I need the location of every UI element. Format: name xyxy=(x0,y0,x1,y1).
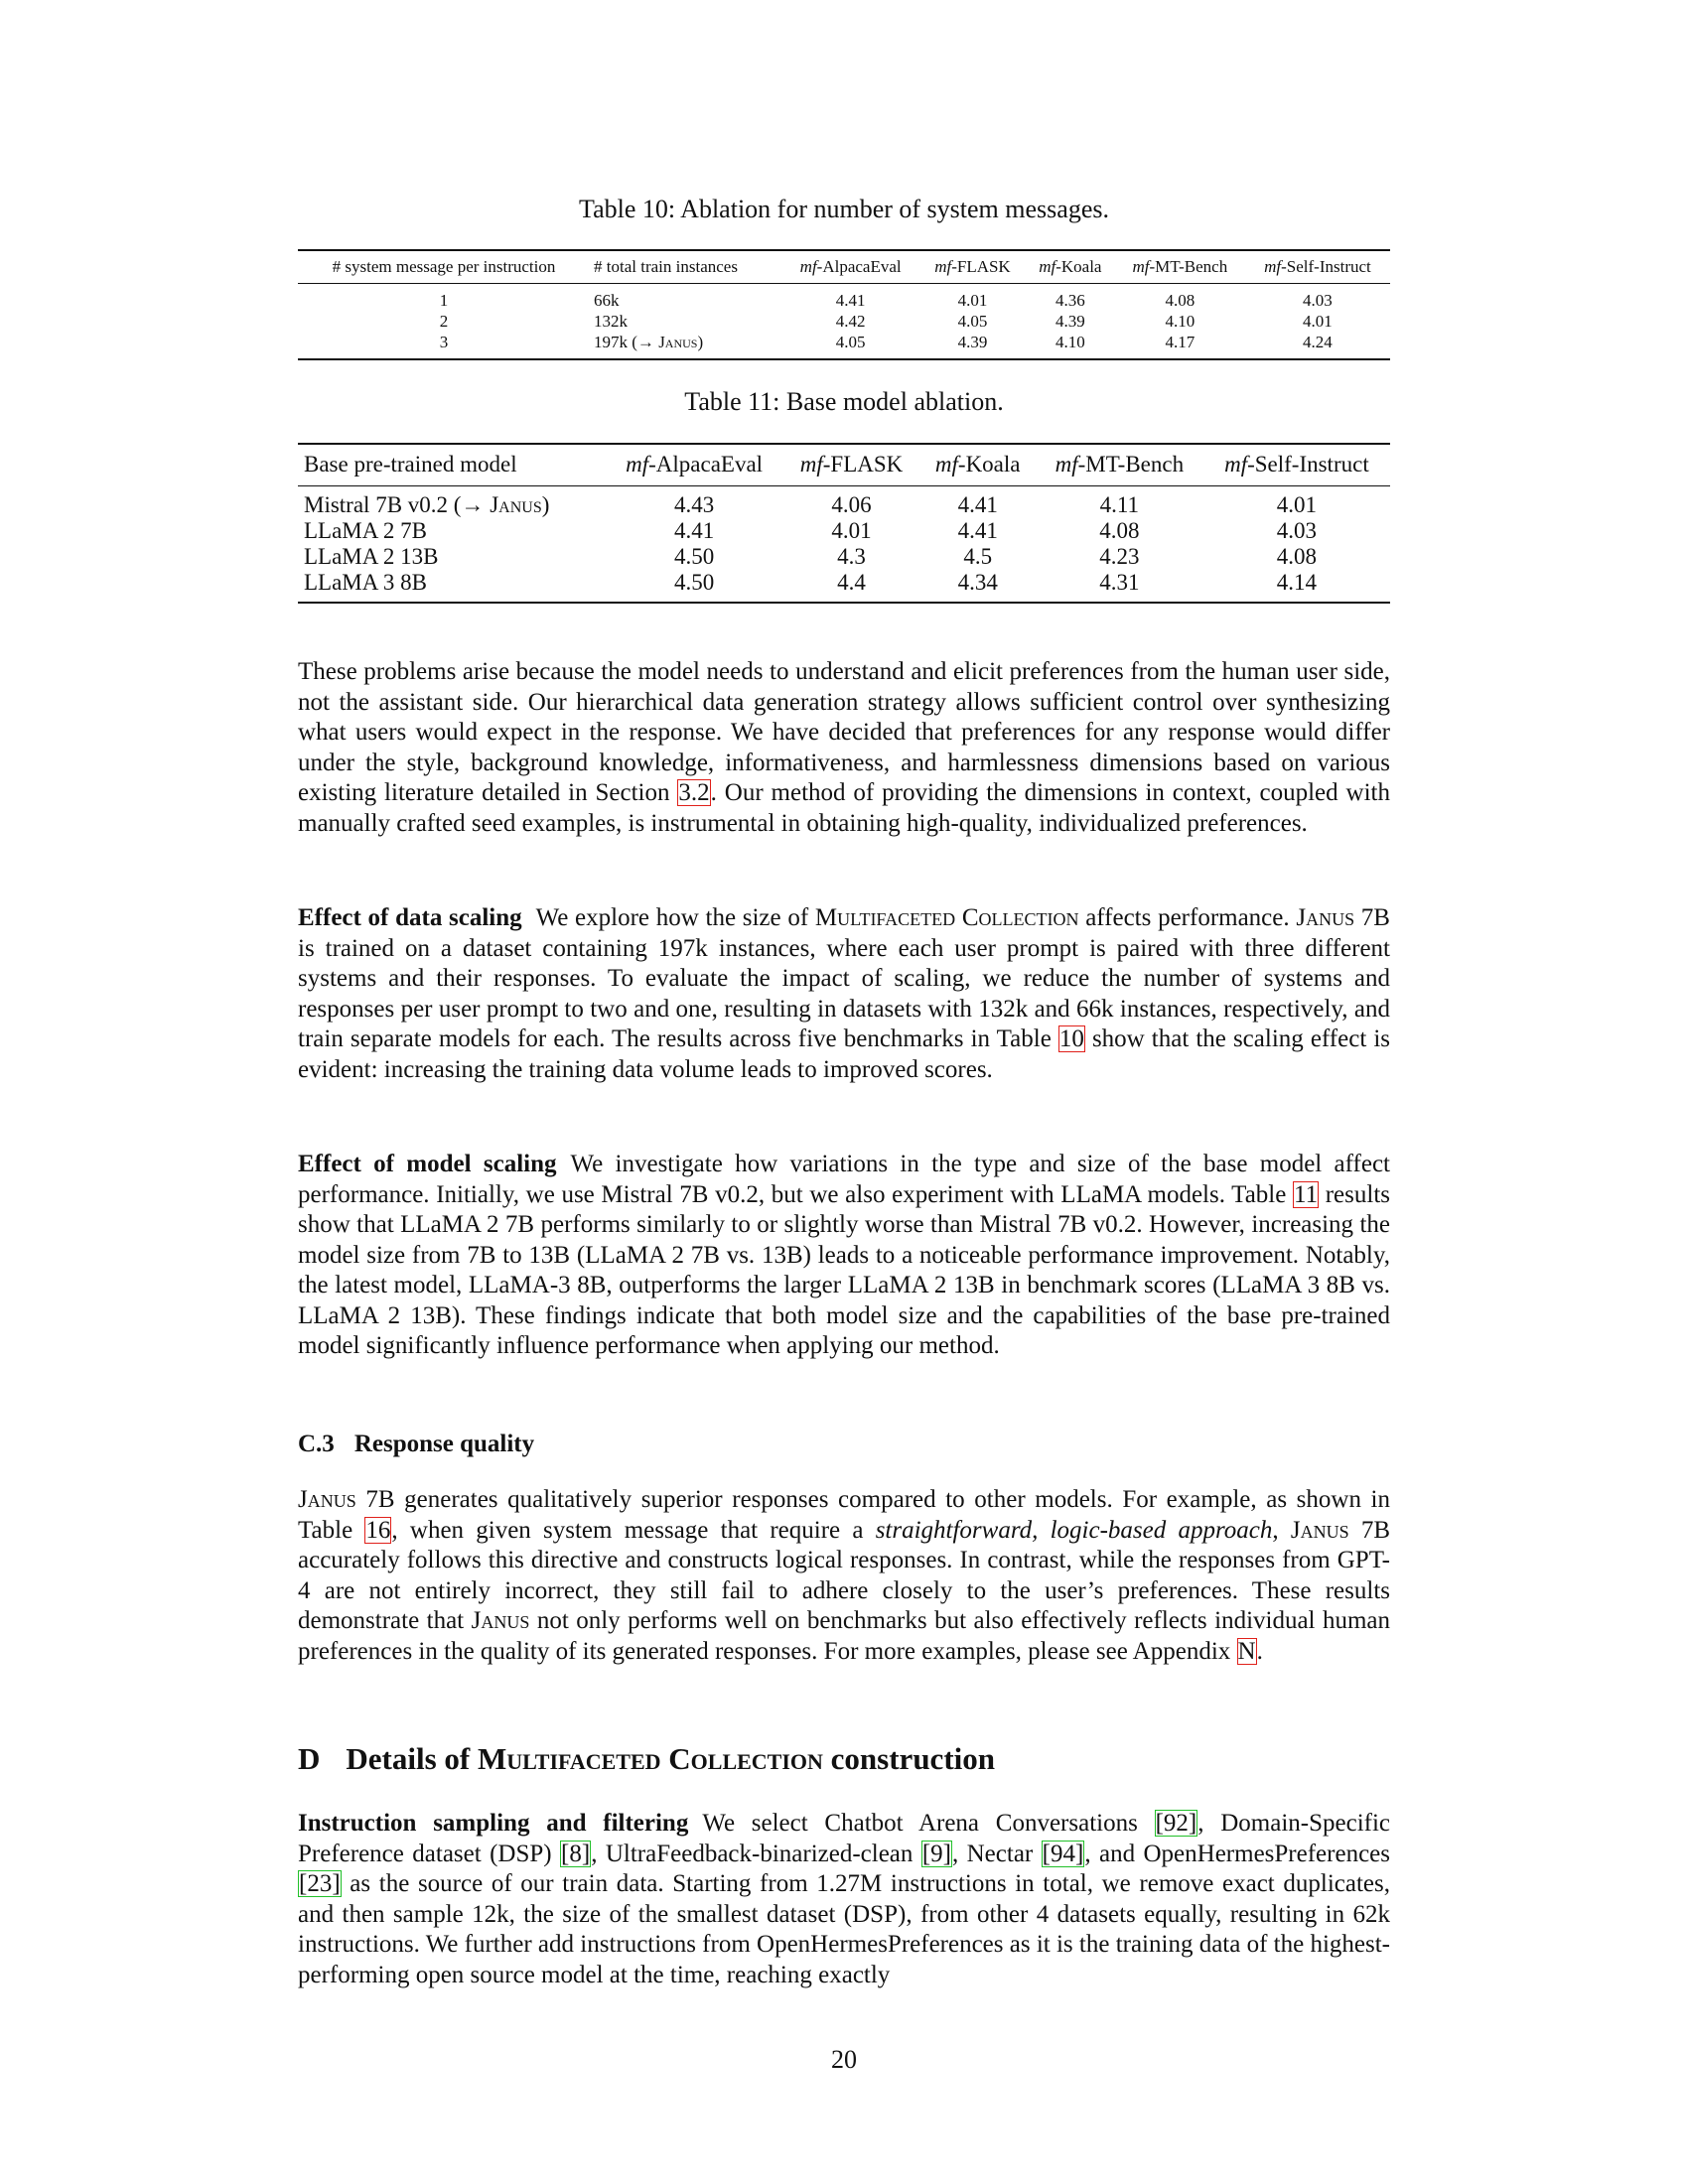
table-cell: 4.39 xyxy=(957,333,988,351)
page-number: 20 xyxy=(831,2045,857,2074)
table-cell: 4.36 xyxy=(1055,291,1085,310)
subsection-heading: C.3 Response quality xyxy=(298,1431,535,1457)
table-cell: 4.41 xyxy=(673,518,715,543)
table-cell: 4.41 xyxy=(835,291,866,310)
table-row xyxy=(298,486,1390,519)
paragraph-heading: Effect of model scaling xyxy=(298,1151,557,1177)
table-cell: 4.43 xyxy=(673,492,715,517)
table-cell: 4.14 xyxy=(1276,570,1318,595)
table-cell: 4.34 xyxy=(957,570,998,595)
table-link[interactable]: 16 xyxy=(365,1516,391,1544)
citation-link[interactable]: [9] xyxy=(921,1840,951,1867)
table-cell: 4.17 xyxy=(1165,333,1196,351)
paragraph-heading: Effect of data scaling xyxy=(298,904,522,931)
body-paragraph: Janus 7B generates qualitatively superior responses compared to other models. For example, as shown in Table 16, when given system message that require a straightforward, logic-based approach, Janus 7B accurately follows this directive and constructs logical responses. In contrast, while the responses from GPT-4 are not entirely incorrect, they still fail to adhere closely to the user’s preferences. These results demonstrate that Janus not only performs well on benchmarks but also effectively reflects individual human preferences in the quality of its generated responses. For more examples, please see Appendix N. xyxy=(298,1486,1391,1665)
table10-header: # system message per instruction xyxy=(332,257,556,276)
table-cell: 4.01 xyxy=(831,518,872,543)
table-cell: 197k (→ Janus) xyxy=(594,333,704,351)
citation-link[interactable]: [23] xyxy=(299,1870,341,1897)
table-link[interactable]: 10 xyxy=(1058,1025,1084,1052)
table11-caption: Table 11: Base model ablation. xyxy=(684,387,1004,416)
citation-link[interactable]: [92] xyxy=(1155,1810,1197,1837)
body-paragraph: Instruction sampling and filtering We select Chatbot Arena Conversations [92], Domain-Specific Preference dataset (DSP) [8], UltraFeedback-binarized-clean [9], Nectar [94], and OpenHermesPreferences [23] as the source of our train data. Starting from 1.27M instructions in total, we remove exact duplicates, and then sample 12k, the size of the smallest dataset (DSP), from other 4 datasets equally, resulting in 62k instructions. We further add instructions from OpenHermesPreferences as it is the training data of the highest-performing open source model at the time, reaching exactly xyxy=(298,1810,1391,1988)
table10-header: mf-AlpacaEval xyxy=(799,257,902,276)
section-link[interactable]: 3.2 xyxy=(678,779,710,806)
table-row xyxy=(298,332,1390,359)
table-cell: 4.3 xyxy=(837,544,866,569)
section-heading: D Details of Multifaceted Collection construction xyxy=(298,1741,995,1776)
table-cell: Mistral 7B v0.2 (→ Janus) xyxy=(304,492,550,517)
paragraph-heading: Instruction sampling and filtering xyxy=(298,1810,689,1837)
table-cell: 4.41 xyxy=(957,518,998,543)
table10-header: mf-MT-Bench xyxy=(1132,257,1228,276)
table-row xyxy=(298,570,1390,603)
table-cell: 4.41 xyxy=(957,492,998,517)
table10-caption: Table 10: Ablation for number of system messages. xyxy=(579,195,1109,223)
table-cell: 4.05 xyxy=(835,333,866,351)
table10-header: mf-Koala xyxy=(1039,257,1102,276)
table-cell: 4.01 xyxy=(957,291,988,310)
table-cell: 4.01 xyxy=(1303,312,1333,331)
table-cell: 4.5 xyxy=(963,544,993,569)
table11 xyxy=(298,443,1390,604)
table-cell: 132k xyxy=(594,312,629,331)
table-cell: 4.06 xyxy=(831,492,872,517)
table10-header: mf-FLASK xyxy=(934,257,1011,276)
body-paragraph: These problems arise because the model needs to understand and elicit preferences from the human user side, not the assistant side. Our hierarchical data generation strategy allows sufficient control over synthesizing what users would expect in the response. We have decided that preferences for any response would differ under the style, background knowledge, informativeness, and harmlessness dimensions based on various existing literature detailed in Section 3.2. Our method of providing the dimensions in context, coupled with manually crafted seed examples, is instrumental in obtaining high-quality, individualized preferences. xyxy=(298,658,1390,837)
citation-link[interactable]: [94] xyxy=(1042,1840,1084,1867)
table-row xyxy=(298,518,1390,544)
table-cell: 4.39 xyxy=(1055,312,1085,331)
table-cell: 4.03 xyxy=(1303,291,1333,310)
table-cell: 4.50 xyxy=(673,544,715,569)
table-cell: 4.08 xyxy=(1165,291,1196,310)
table-cell: 4.24 xyxy=(1303,333,1333,351)
table-cell: 2 xyxy=(439,312,449,331)
table-cell: 4.31 xyxy=(1099,570,1140,595)
table-cell: 4.42 xyxy=(835,312,866,331)
table-cell: 4.23 xyxy=(1099,544,1140,569)
table-cell: 4.10 xyxy=(1165,312,1196,331)
table11-header: mf-FLASK xyxy=(799,452,904,477)
appendix-link[interactable]: N xyxy=(1237,1637,1256,1665)
table10-header: mf-Self-Instruct xyxy=(1264,257,1371,276)
table11-header: mf-AlpacaEval xyxy=(626,452,764,477)
table-cell: LLaMA 2 7B xyxy=(304,518,427,543)
table-cell: 4.01 xyxy=(1276,492,1318,517)
table-row xyxy=(298,311,1390,332)
table-cell: 4.50 xyxy=(673,570,715,595)
table10-header-row xyxy=(298,250,1390,284)
table11-header: mf-Self-Instruct xyxy=(1224,452,1369,477)
table-cell: 4.08 xyxy=(1276,544,1318,569)
table-cell: 66k xyxy=(594,291,620,310)
table-row xyxy=(298,544,1390,570)
citation-link[interactable]: [8] xyxy=(561,1840,591,1867)
table-cell: LLaMA 3 8B xyxy=(304,570,427,595)
table11-header: mf-Koala xyxy=(934,452,1021,477)
table-cell: 4.11 xyxy=(1099,492,1140,517)
table-cell: 4.03 xyxy=(1276,518,1318,543)
body-paragraph: Effect of model scaling We investigate how variations in the type and size of the base model affect performance. Initially, we use Mistral 7B v0.2, but we also experiment with LLaMA models. Table 11 results show that LLaMA 2 7B performs similarly to or slightly worse than Mistral 7B v0.2. However, increasing the model size from 7B to 13B (LLaMA 2 7B vs. 13B) leads to a noticeable performance improvement. Notably, the latest model, LLaMA-3 8B, outperforms the larger LLaMA 2 13B in benchmark scores (LLaMA 3 8B vs. LLaMA 2 13B). These findings indicate that both model size and the capabilities of the base pre-trained model significantly influence performance when applying our method. xyxy=(298,1151,1391,1359)
table-cell: LLaMA 2 13B xyxy=(304,544,439,569)
table11-header-row xyxy=(298,444,1390,486)
table10 xyxy=(298,249,1390,360)
table-cell: 4.10 xyxy=(1055,333,1085,351)
table-cell: 4.08 xyxy=(1099,518,1140,543)
table-cell: 4.05 xyxy=(957,312,988,331)
body-paragraph: Effect of data scaling We explore how the size of Multifaceted Collection affects performance. Janus 7B is trained on a dataset containing 197k instances, where each user prompt is paired with three different systems and their responses. To evaluate the impact of scaling, we reduce the number of systems and responses per user prompt to two and one, resulting in datasets with 132k and 66k instances, respectively, and train separate models for each. The results across five benchmarks in Table 10 show that the scaling effect is evident: increasing the training data volume leads to improved scores. xyxy=(298,904,1390,1083)
table10-header: # total train instances xyxy=(594,257,738,276)
table-row xyxy=(298,284,1390,312)
table11-header: mf-MT-Bench xyxy=(1055,452,1185,477)
table-cell: 1 xyxy=(439,291,449,310)
table-link[interactable]: 11 xyxy=(1294,1180,1319,1208)
table11-header: Base pre-trained model xyxy=(304,452,517,477)
table-cell: 4.4 xyxy=(837,570,866,595)
table-cell: 3 xyxy=(439,333,449,351)
